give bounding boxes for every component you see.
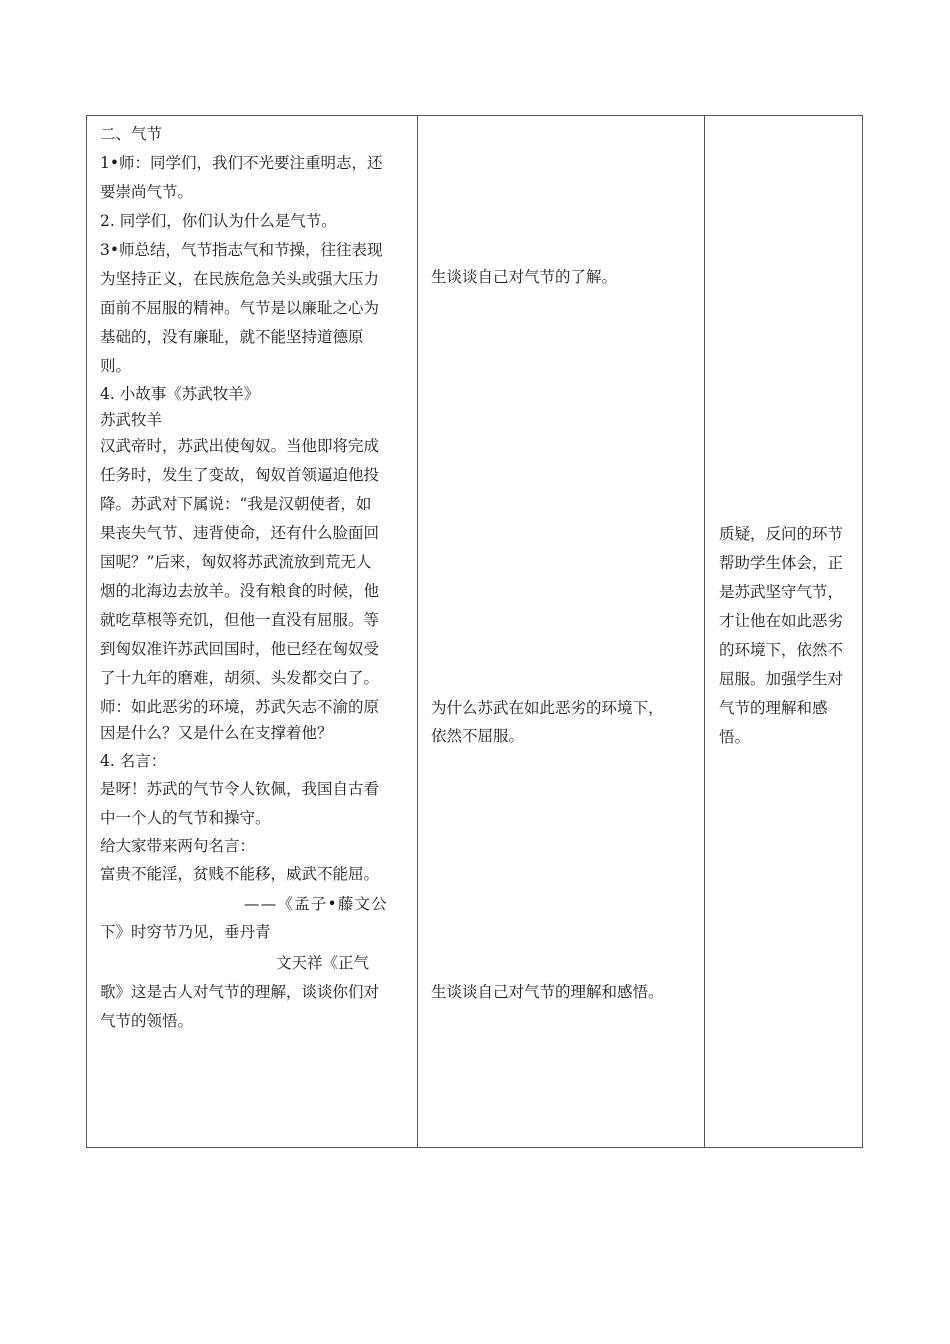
design-intent-cell (705, 116, 862, 1147)
text-line: 面前不屈服的精神。气节是以廉耻之心为 (100, 299, 380, 317)
section-heading: 二、气节 (100, 125, 163, 143)
text-line: 4. 小故事《苏武牧羊》 (100, 385, 260, 403)
intent-text: 气节的理解和感 (719, 699, 828, 717)
text-line: 中一个人的气节和操守。 (100, 809, 271, 827)
text-line: 基础的，没有廉耻，就不能坚持道德原 (100, 328, 364, 346)
text-line: 果丧失气节、违背使命，还有什么脸面回 (100, 524, 380, 542)
text-line: 要崇尚气节。 (100, 183, 194, 201)
text-line: 气节的领悟。 (100, 1012, 194, 1030)
intent-text: 悟。 (719, 728, 751, 746)
text-line: 汉武帝时，苏武出使匈奴。当他即将完成 (100, 437, 380, 455)
text-line: 为坚持正义，在民族危急关头或强大压力 (100, 270, 380, 288)
story-title: 苏武牧羊 (100, 411, 163, 429)
text-line: 则。 (100, 357, 132, 375)
quote-line: 富贵不能淫，贫贱不能移，威武不能屈。 (100, 865, 380, 883)
text-line: 1•师：同学们，我们不光要注重明志，还 (100, 154, 383, 172)
intent-text: 帮助学生体会，正 (719, 554, 844, 572)
intent-text: 是苏武坚守气节， (719, 583, 844, 601)
intent-text: 的环境下，依然不 (719, 641, 844, 659)
text-line: 烟的北海边去放羊。没有粮食的时候，他 (100, 582, 380, 600)
activity-text: 依然不屈服。 (431, 727, 525, 745)
intent-text: 才让他在如此恶劣 (719, 612, 844, 630)
text-line: 任务时，发生了变故，匈奴首领逼迫他投 (100, 466, 380, 484)
quote-source: ——《孟子•藤文公 (244, 895, 388, 913)
activity-text: 生谈谈自己对气节的理解和感悟。 (431, 983, 664, 1001)
text-line: 师：如此恶劣的环境，苏武矢志不渝的原 (100, 698, 380, 716)
text-line: 3•师总结，气节指志气和节操，往往表现 (100, 241, 383, 259)
quote-source: 文天祥《正气 (276, 954, 370, 972)
intent-text: 屈服。加强学生对 (719, 670, 844, 688)
text-line: 4. 名言： (100, 752, 167, 770)
quote-line: 下》时穷节乃见，垂丹青 (100, 923, 271, 941)
text-line: 了十九年的磨难，胡须、头发都交白了。 (100, 669, 380, 687)
text-line: 是呀！苏武的气节令人钦佩，我国自古看 (100, 780, 380, 798)
text-line: 2. 同学们，你们认为什么是气节。 (100, 212, 337, 230)
activity-text: 生谈谈自己对气节的了解。 (431, 268, 618, 286)
lesson-plan-table (86, 115, 863, 1148)
text-line: 给大家带来两句名言： (100, 837, 256, 855)
intent-text: 质疑，反问的环节 (719, 525, 844, 543)
teaching-process-cell (87, 116, 418, 1147)
student-activity-cell (418, 116, 705, 1147)
text-line: 就吃草根等充饥，但他一直没有屈服。等 (100, 611, 380, 629)
text-line: 因是什么？又是什么在支撑着他？ (100, 724, 333, 742)
text-line: 歌》这是古人对气节的理解，谈谈你们对 (100, 983, 380, 1001)
activity-text: 为什么苏武在如此恶劣的环境下， (431, 699, 664, 717)
text-line: 国呢？”后来，匈奴将苏武流放到荒无人 (100, 553, 372, 571)
text-line: 到匈奴准许苏武回国时，他已经在匈奴受 (100, 640, 380, 658)
text-line: 降。苏武对下属说：“我是汉朝使者，如 (100, 495, 372, 513)
